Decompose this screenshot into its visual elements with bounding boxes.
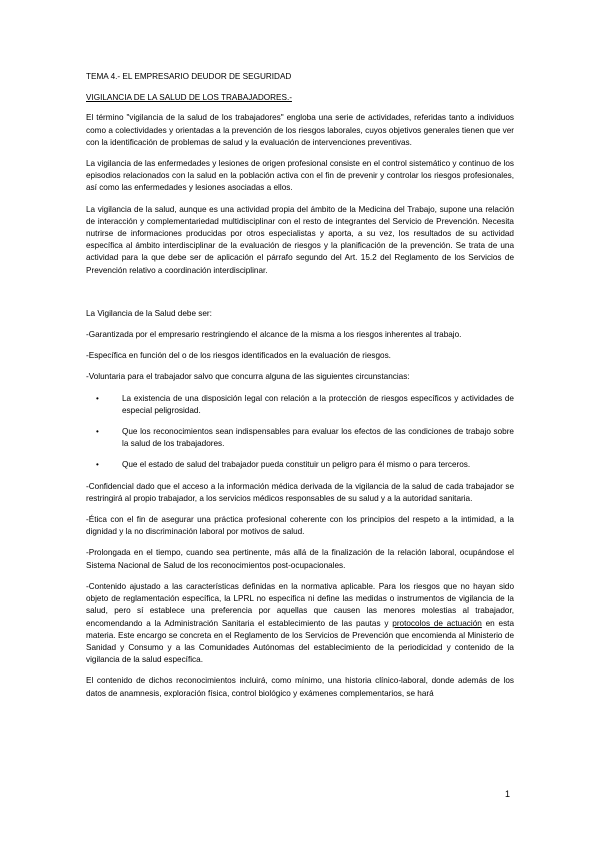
- protocol-link[interactable]: protocolos de actuación: [392, 618, 482, 628]
- list-item-text: Que los reconocimientos sean indispensables para evaluar los efectos de las condiciones de trabajo sobre la salud de los trabajadores.: [122, 427, 514, 449]
- paragraph-voluntary: -Voluntaria para el trabajador salvo que concurra alguna de las siguientes circunstancias:: [86, 372, 410, 382]
- paragraph-specific: -Específica en función del o de los riesgos identificados en la evaluación de riesgos.: [86, 351, 391, 361]
- bullet-icon: •: [96, 460, 99, 470]
- paragraph-multidisciplinary: La vigilancia de la salud, aunque es una actividad propia del ámbito de la Medicina del Trabajo, supone una relación de interacción y complementariedad multidisciplinar con el resto de integrantes del Servicio de Prevención. Necesita nutrirse de informaciones producidas por otros especialistas y aporta, a su vez, los resultados de su actividad específica al ámbito interdisciplinar de la evaluación de riesgos y la planificación de la prevención. Se trata de una actividad para la que debe ser de aplicación el párrafo segundo del Art. 15.2 del Reglamento de los Servicios de Prevención relativo a coordinación interdisciplinar.: [86, 204, 514, 275]
- bullet-list: [86, 393, 514, 472]
- paragraph-content-end: en esta materia. Este encargo se concreta en el Reglamento de los Servicios de Prevención que encomienda al Ministerio de Sanidad y Consumo y a las Comunidades Autónomas del establecimiento de la periodicidad y contenido de la vigilancia de la salud específica.: [86, 618, 514, 665]
- document-body: [86, 71, 514, 709]
- paragraph-intro-list: La Vigilancia de la Salud debe ser:: [86, 308, 212, 318]
- paragraph-prolonged: -Prolongada en el tiempo, cuando sea pertinente, más allá de la finalización de la relación laboral, ocupándose el Sistema Nacional de Salud de los reconocimientos post-ocupacionales.: [86, 548, 514, 570]
- bullet-icon: •: [96, 427, 99, 437]
- paragraph-definition: El término "vigilancia de la salud de los trabajadores" engloba una serie de actividades, referidas tanto a individuos como a colectividades y orientadas a la prevención de los riesgos laborales, cuyos objetivos generales tienen que ver con la identificación de problemas de salud y la evaluación de intervenciones preventivas.: [86, 113, 514, 147]
- paragraph-content: [86, 581, 514, 666]
- paragraph-vigilance: La vigilancia de las enfermedades y lesiones de origen profesional consiste en el control sistemático y continuo de los episodios relacionados con la salud en la población activa con el fin de prevenir y controlar los riesgos profesionales, así como las enfermedades y lesiones asociadas a ellos.: [86, 159, 514, 193]
- spacer: [86, 286, 514, 308]
- list-item: [96, 393, 514, 417]
- page-number: 1: [505, 789, 511, 799]
- section-heading: VIGILANCIA DE LA SALUD DE LOS TRABAJADORES.-: [86, 93, 292, 103]
- bullet-icon: •: [96, 393, 99, 403]
- list-item: [96, 459, 514, 471]
- paragraph-ethical: -Ética con el fin de asegurar una práctica profesional coherente con los principios del respeto a la intimidad, a la dignidad y la no discriminación laboral por motivos de salud.: [86, 515, 514, 537]
- paragraph-guaranteed: -Garantizada por el empresario restringiendo el alcance de la misma a los riesgos inherentes al trabajo.: [86, 330, 462, 340]
- list-item-text: Que el estado de salud del trabajador pueda constituir un peligro para él mismo o para terceros.: [122, 460, 471, 470]
- paragraph-confidential: -Confidencial dado que el acceso a la información médica derivada de la vigilancia de la salud de cada trabajador se restringirá al propio trabajador, a los servicios médicos responsables de su salud y a la autoridad sanitaria.: [86, 481, 514, 503]
- list-item-text: La existencia de una disposición legal con relación a la protección de riesgos específicos y actividades de especial peligrosidad.: [122, 393, 514, 415]
- document-title: TEMA 4.- EL EMPRESARIO DEUDOR DE SEGURIDAD: [86, 72, 292, 81]
- list-item: [96, 426, 514, 450]
- paragraph-content-start: -Contenido ajustado a las características definidas en la normativa aplicable. Para los riesgos que no hayan sido objeto de reglamentación específica, la LPRL no especifica ni define las medidas o instrumentos de vigilancia de la salud, pero sí establece una preferencia por aquellas que causen las menores molestias al trabajador, encomendando a la Administración Sanitaria el establecimiento de las pautas y: [86, 581, 514, 628]
- paragraph-checkups: El contenido de dichos reconocimientos incluirá, como mínimo, una historia clínico-laboral, donde además de los datos de anamnesis, exploración física, control biológico y exámenes complementarios, se hará: [86, 676, 514, 698]
